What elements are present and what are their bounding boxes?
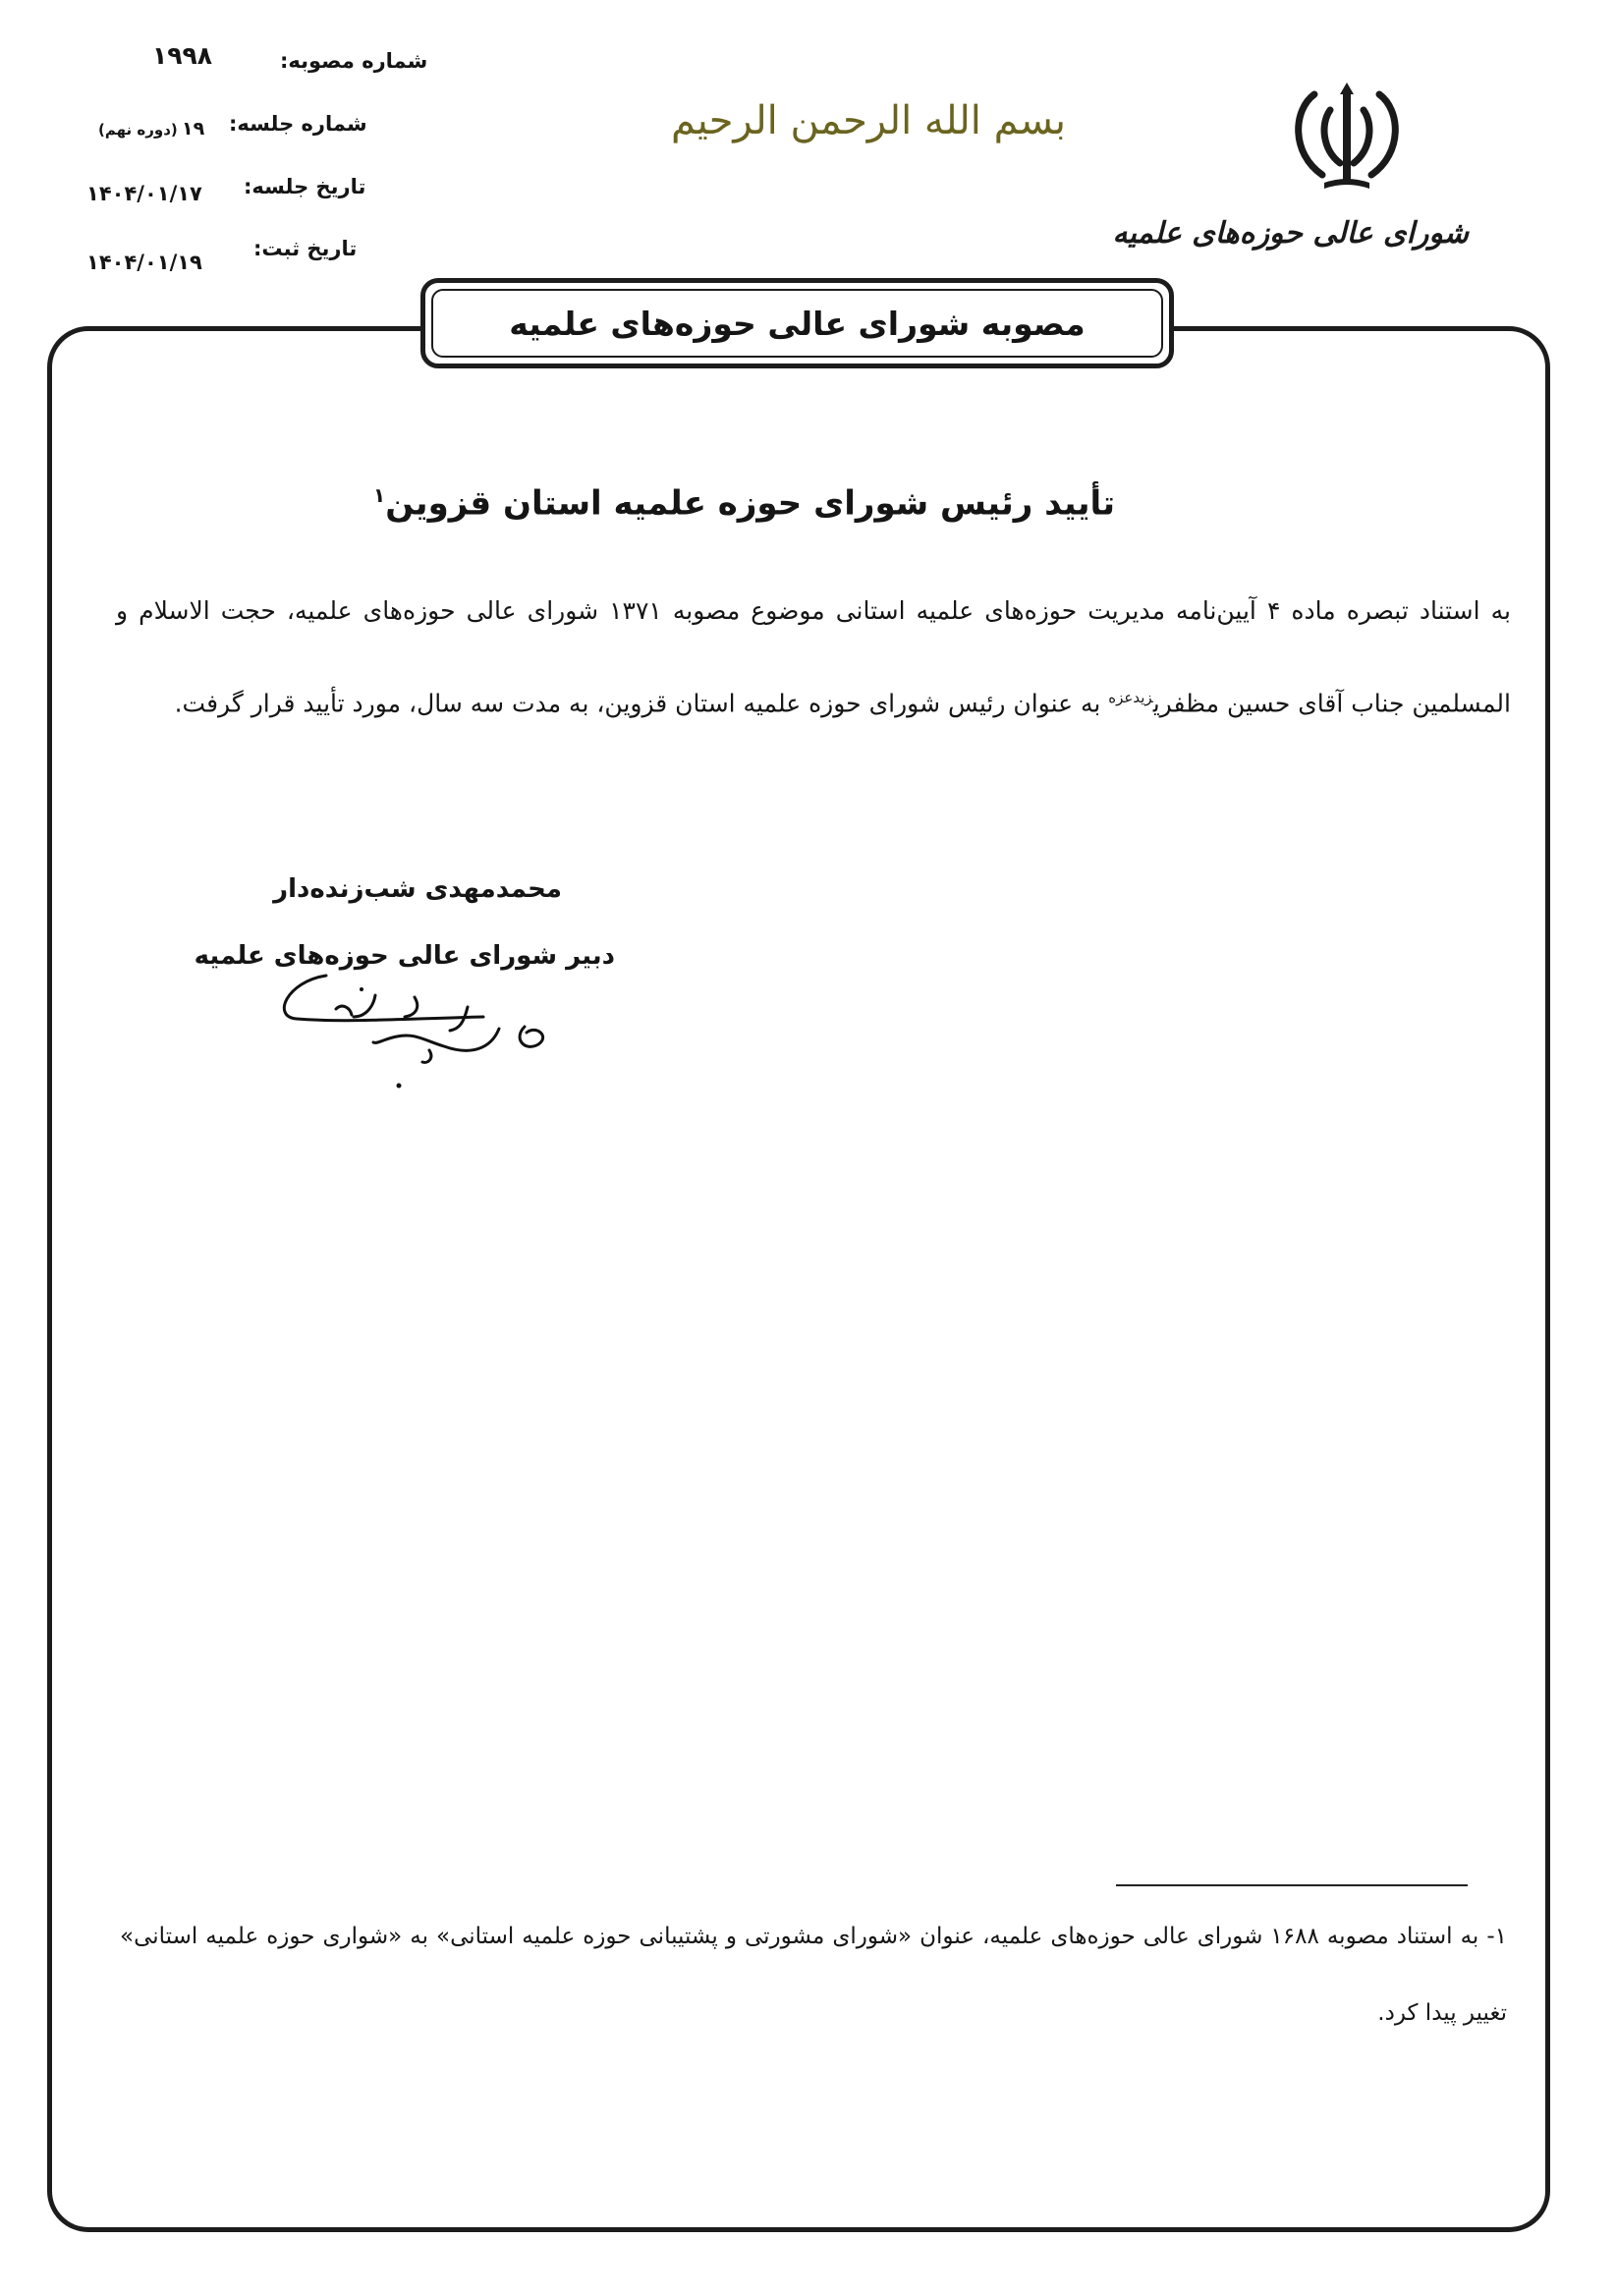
handwritten-signature-icon <box>267 968 572 1095</box>
document-title <box>373 483 1115 523</box>
iran-emblem-icon <box>1285 81 1409 196</box>
session-term: (دوره نهم) <box>98 121 178 139</box>
basmala: بسم الله الرحمن الرحیم <box>671 98 1067 143</box>
body-text-part2: به عنوان رئیس شورای حوزه علمیه استان قزوین، به مدت سه سال، مورد تأیید قرار گرفت. <box>174 689 1109 718</box>
footnote-separator <box>1116 1884 1468 1886</box>
header-title-box <box>420 278 1174 368</box>
approval-number: ۱۹۹۸ <box>152 41 213 70</box>
session-number-label: شماره جلسه: <box>229 112 367 136</box>
approval-number-label: شماره مصوبه: <box>280 49 428 73</box>
title-footnote-mark: ۱ <box>372 483 386 507</box>
session-number: ۱۹ <box>182 118 205 140</box>
document-title-text: تأیید رئیس شورای حوزه علمیه استان قزوین <box>385 483 1115 524</box>
session-date: ۱۴۰۴/۰۱/۱۷ <box>86 182 202 205</box>
session-date-label: تاریخ جلسه: <box>244 175 366 198</box>
footnote: ۱- به استناد مصوبه ۱۶۸۸ شورای عالی حوزه‌های علمیه، عنوان «شورای مشورتی و پشتیبانی حوزه علمیه استانی» به «شواری حوزه علمیه استانی» تغییر پیدا کرد. <box>120 1924 1507 2026</box>
body-text-part1: به استناد تبصره ماده ۴ آیین‌نامه مدیریت حوزه‌های علمیه استانی موضوع مصوبه ۱۳۷۱ شورای عالی حوزه‌های علمیه، حجت الاسلام و المسلمین جناب آقای حسین مظفری <box>116 596 1511 718</box>
signatory-name: محمدمهدی شب‌زنده‌دار <box>273 874 562 904</box>
body-honorific: زیدعزه <box>1108 689 1153 706</box>
council-name: شورای عالی حوزه‌های علمیه <box>1112 216 1469 251</box>
body-paragraph <box>116 568 1511 747</box>
registration-date: ۱۴۰۴/۰۱/۱۹ <box>86 251 202 274</box>
signatory-role: دبیر شورای عالی حوزه‌های علمیه <box>194 941 615 971</box>
registration-date-label: تاریخ ثبت: <box>253 237 358 260</box>
header-title: مصوبه شورای عالی حوزه‌های علمیه <box>509 304 1086 343</box>
